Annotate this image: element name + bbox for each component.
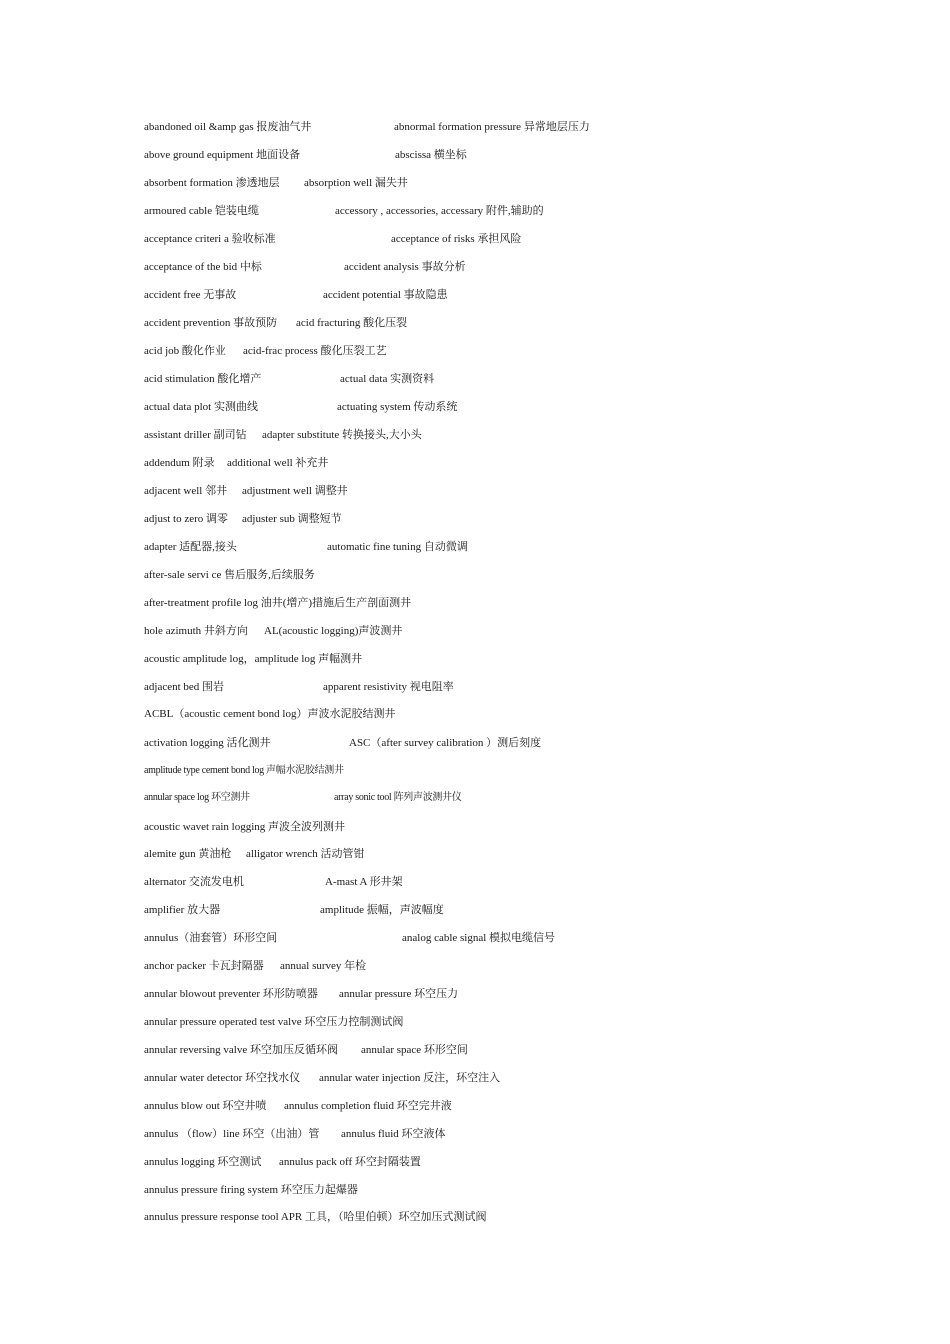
term-left: ACBL（acoustic cement bond log）声波水泥胶结测井 <box>144 708 396 720</box>
term-left: acceptance criteri a 验收标准 <box>144 233 276 245</box>
term-right: adjuster sub 调整短节 <box>242 513 342 525</box>
term-left: annular space log 环空测井 <box>144 792 250 803</box>
term-left: activation logging 活化测井 <box>144 737 271 749</box>
term-right: annulus pack off 环空封隔装置 <box>279 1156 421 1168</box>
term-right: array sonic tool 阵列声波测井仪 <box>334 792 462 803</box>
term-right: adjustment well 调整井 <box>242 485 348 497</box>
term-left: actual data plot 实测曲线 <box>144 401 258 413</box>
term-right: amplitude 振幅，声波幅度 <box>320 904 444 916</box>
term-right: automatic fine tuning 自动微调 <box>327 541 468 553</box>
term-left: adjust to zero 调零 <box>144 513 229 525</box>
term-right: adapter substitute 转换接头,大小头 <box>262 429 422 441</box>
term-left: adjacent well 邻井 <box>144 485 228 497</box>
term-right: annular space 环形空间 <box>361 1044 468 1056</box>
term-right: actuating system 传动系统 <box>337 401 458 413</box>
term-right: absorption well 漏失井 <box>304 177 408 189</box>
term-left: acceptance of the bid 中标 <box>144 261 262 273</box>
term-right: ASC（after survey calibration ）测后刻度 <box>349 737 542 749</box>
term-right: annual survey 年检 <box>280 960 367 972</box>
term-left: annulus pressure response tool APR 工具，（哈里伯顿）环空加压式测试阀 <box>144 1211 487 1223</box>
term-right: accessory , accessories, accessary 附件,辅助的 <box>335 205 544 217</box>
term-left: armoured cable 铠装电缆 <box>144 205 259 217</box>
term-left: annular water detector 环空找水仪 <box>144 1072 301 1084</box>
term-left: annulus （flow）line 环空（出油）管 <box>144 1128 320 1140</box>
term-left: annulus logging 环空测试 <box>144 1156 262 1168</box>
term-right: annulus completion fluid 环空完井液 <box>284 1100 452 1112</box>
term-right: acid-frac process 酸化压裂工艺 <box>243 345 387 357</box>
term-left: acoustic amplitude log，amplitude log 声幅测井 <box>144 653 363 665</box>
term-left: alternator 交流发电机 <box>144 876 244 888</box>
term-left: anchor packer 卡瓦封隔器 <box>144 960 264 972</box>
term-right: accident analysis 事故分析 <box>344 261 466 273</box>
term-right: abnormal formation pressure 异常地层压力 <box>394 121 590 133</box>
term-right: additional well 补充井 <box>227 457 329 469</box>
term-left: annulus（油套管）环形空间 <box>144 932 278 944</box>
term-left: acid job 酸化作业 <box>144 345 226 357</box>
term-left: accident free 无事故 <box>144 289 237 301</box>
term-left: annulus pressure firing system 环空压力起爆器 <box>144 1184 358 1196</box>
term-right: annular water injection 反注，环空注入 <box>319 1072 501 1084</box>
term-left: after-treatment profile log 油井(增产)措施后生产剖面测井 <box>144 597 412 609</box>
term-left: acid stimulation 酸化增产 <box>144 373 262 385</box>
term-left: alemite gun 黄油枪 <box>144 848 232 860</box>
term-right: acceptance of risks 承担风险 <box>391 233 522 245</box>
term-left: annulus blow out 环空井喷 <box>144 1100 267 1112</box>
term-right: analog cable signal 模拟电缆信号 <box>402 932 556 944</box>
term-right: accident potential 事故隐患 <box>323 289 448 301</box>
term-right: alligator wrench 活动管钳 <box>246 848 365 860</box>
term-right: AL(acoustic logging)声波测井 <box>264 625 403 637</box>
term-right: abscissa 横坐标 <box>395 149 467 161</box>
term-right: annular pressure 环空压力 <box>339 988 459 1000</box>
term-left: amplitude type cement bond log 声幅水泥胶结测井 <box>144 765 344 776</box>
term-right: annulus fluid 环空液体 <box>341 1128 446 1140</box>
term-left: adapter 适配器,接头 <box>144 541 237 553</box>
term-left: abandoned oil &amp gas 报废油气井 <box>144 121 312 133</box>
term-left: adjacent bed 围岩 <box>144 681 225 693</box>
term-right: apparent resistivity 视电阻率 <box>323 681 454 693</box>
term-left: above ground equipment 地面设备 <box>144 149 301 161</box>
term-right: acid fracturing 酸化压裂 <box>296 317 408 329</box>
term-left: hole azimuth 井斜方向 <box>144 625 248 637</box>
term-left: after-sale servi ce 售后服务,后续服务 <box>144 569 315 581</box>
term-right: A-mast A 形井架 <box>325 876 403 888</box>
term-left: absorbent formation 渗透地层 <box>144 177 280 189</box>
term-left: acoustic wavet rain logging 声波全波列测井 <box>144 821 346 833</box>
term-right: actual data 实测资料 <box>340 373 435 385</box>
term-left: assistant driller 副司钻 <box>144 429 247 441</box>
term-left: annular reversing valve 环空加压反循环阀 <box>144 1044 338 1056</box>
term-left: annular blowout preventer 环形防喷器 <box>144 988 318 1000</box>
term-left: accident prevention 事故预防 <box>144 317 278 329</box>
term-left: amplifier 放大器 <box>144 904 221 916</box>
term-left: addendum 附录 <box>144 457 215 469</box>
term-left: annular pressure operated test valve 环空压力控制测试阀 <box>144 1016 404 1028</box>
